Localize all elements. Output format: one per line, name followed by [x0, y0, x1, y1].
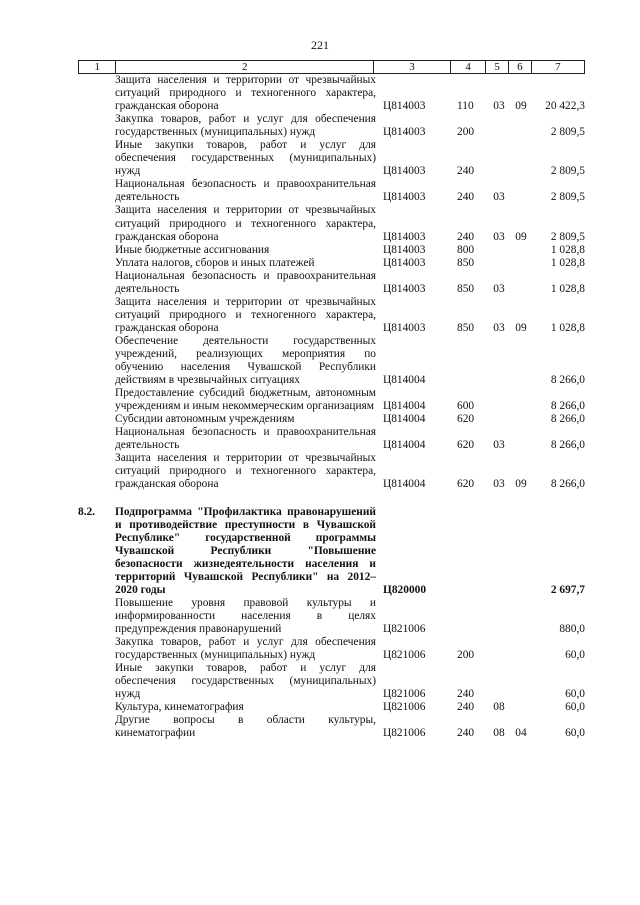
header-col-6: 6	[509, 61, 532, 74]
header-col-3: 3	[374, 61, 451, 74]
row-amount: 8 266,0	[550, 439, 585, 452]
row-amount: 2 697,7	[550, 583, 585, 596]
row-amount: 1 028,8	[550, 256, 585, 269]
table-row	[78, 296, 585, 335]
row-expense-type: 240	[457, 727, 475, 740]
header-col-7: 7	[531, 61, 584, 74]
row-amount: 8 266,0	[550, 478, 585, 491]
row-amount: 8 266,0	[550, 413, 585, 426]
row-subsection: 04	[515, 727, 527, 740]
row-name: Обеспечение деятельности государственных учреждений, реализующих мероприятия по обучению населения Чувашской Республики действиям в чрезвычайных ситуациях	[115, 334, 376, 387]
row-amount: 1 028,8	[550, 321, 585, 334]
row-target-code: Ц821006	[383, 727, 426, 740]
row-section: 03	[493, 100, 505, 113]
row-amount: 60,0	[565, 701, 585, 714]
row-name: Культура, кинематография	[115, 701, 244, 714]
row-amount: 60,0	[565, 688, 585, 701]
row-number: 8.2.	[78, 505, 96, 518]
table-row	[78, 426, 585, 452]
row-section: 03	[493, 321, 505, 334]
row-expense-type: 240	[457, 165, 475, 178]
table-row	[78, 335, 585, 387]
table-row	[78, 597, 585, 636]
row-section: 08	[493, 701, 505, 714]
table-row	[78, 257, 585, 270]
row-name: Субсидии автономным учреждениям	[115, 413, 295, 426]
row-target-code: Ц820000	[383, 583, 427, 596]
row-name: Закупка товаров, работ и услуг для обеспечения государственных (муниципальных) нужд	[115, 635, 376, 662]
row-amount: 20 422,3	[545, 100, 585, 113]
row-target-code: Ц814003	[383, 100, 426, 113]
row-name: Иные закупки товаров, работ и услуг для обеспечения государственных (муниципальных) нужд	[115, 662, 376, 701]
row-expense-type: 240	[457, 191, 475, 204]
row-section: 03	[493, 230, 505, 243]
row-target-code: Ц814003	[383, 321, 426, 334]
row-amount: 8 266,0	[550, 374, 585, 387]
row-target-code: Ц814004	[383, 374, 426, 387]
table-row	[78, 244, 585, 257]
header-col-5: 5	[486, 61, 509, 74]
row-amount: 1 028,8	[550, 282, 585, 295]
row-section: 08	[493, 727, 505, 740]
row-amount: 60,0	[565, 727, 585, 740]
row-expense-type: 620	[457, 439, 475, 452]
row-expense-type: 200	[457, 649, 475, 662]
row-expense-type: 620	[457, 413, 475, 426]
row-expense-type: 110	[457, 100, 474, 113]
row-expense-type: 850	[457, 321, 475, 334]
row-name: Уплата налогов, сборов и иных платежей	[115, 256, 315, 269]
table-row	[78, 113, 585, 139]
row-amount: 2 809,5	[550, 126, 585, 139]
row-expense-type: 600	[457, 400, 475, 413]
table-row	[78, 178, 585, 204]
row-target-code: Ц814003	[383, 243, 426, 256]
row-amount: 2 809,5	[550, 191, 585, 204]
row-name: Национальная безопасность и правоохранительная деятельность	[115, 269, 376, 295]
row-amount: 8 266,0	[550, 400, 585, 413]
row-expense-type: 240	[457, 688, 475, 701]
row-section: 03	[493, 439, 505, 452]
row-subsection: 09	[515, 230, 527, 243]
row-name: Защита населения и территории от чрезвычайных ситуаций природного и техногенного характера, гражданская оборона	[115, 452, 376, 491]
row-target-code: Ц814004	[383, 413, 426, 426]
row-amount: 1 028,8	[550, 243, 585, 256]
row-target-code: Ц814003	[383, 165, 426, 178]
table-row	[78, 636, 585, 662]
row-expense-type: 850	[457, 282, 475, 295]
row-amount: 2 809,5	[550, 165, 585, 178]
row-target-code: Ц821006	[383, 649, 426, 662]
table-row	[78, 701, 585, 714]
row-target-code: Ц814003	[383, 256, 426, 269]
row-name: Защита населения и территории от чрезвычайных ситуаций природного и техногенного характера, гражданская оборона	[115, 204, 376, 243]
row-name: Защита населения и территории от чрезвычайных ситуаций природного и техногенного характера, гражданская оборона	[115, 74, 376, 113]
row-name: Иные бюджетные ассигнования	[115, 243, 270, 256]
row-spacer	[78, 492, 585, 506]
row-amount: 60,0	[565, 649, 585, 662]
row-expense-type: 800	[457, 243, 475, 256]
table-header	[78, 60, 585, 74]
budget-table-body	[78, 74, 585, 740]
row-target-code: Ц821006	[383, 622, 426, 635]
row-name: Подпрограмма "Профилактика правонарушений и противодействие преступности в Чувашской Республике" государственной программы Чувашской Республики "Повышение безопасности жизнедеятельности населения и территорий Чувашской Республики" на 2012–2020 годы	[115, 505, 376, 596]
table-row	[78, 413, 585, 426]
row-subsection: 09	[515, 100, 527, 113]
row-amount: 2 809,5	[550, 230, 585, 243]
row-target-code: Ц821006	[383, 688, 426, 701]
header-col-2: 2	[116, 61, 374, 74]
table-row	[78, 662, 585, 701]
row-section: 03	[493, 191, 505, 204]
row-expense-type: 850	[457, 256, 475, 269]
row-name: Повышение уровня правовой культуры и информированности населения в целях предупреждения правонарушений	[115, 596, 376, 635]
row-name: Национальная безопасность и правоохранительная деятельность	[115, 178, 376, 204]
table-row	[78, 204, 585, 243]
row-target-code: Ц821006	[383, 701, 426, 714]
row-expense-type: 240	[457, 230, 475, 243]
row-target-code: Ц814004	[383, 400, 426, 413]
table-row	[78, 270, 585, 296]
table-row	[78, 506, 585, 597]
row-expense-type: 240	[457, 701, 475, 714]
row-name: Иные закупки товаров, работ и услуг для обеспечения государственных (муниципальных) нужд	[115, 139, 376, 178]
row-expense-type: 200	[457, 126, 475, 139]
row-section: 03	[493, 282, 505, 295]
row-name: Другие вопросы в области культуры, кинематографии	[115, 714, 376, 740]
row-target-code: Ц814003	[383, 126, 426, 139]
table-row	[78, 74, 585, 113]
page-number: 221	[311, 38, 329, 52]
row-name: Национальная безопасность и правоохранительная деятельность	[115, 426, 376, 452]
header-col-1: 1	[79, 61, 116, 74]
row-name: Предоставление субсидий бюджетным, автономным учреждениям и иным некоммерческим организациям	[115, 387, 376, 413]
table-row	[78, 714, 585, 740]
row-name: Закупка товаров, работ и услуг для обеспечения государственных (муниципальных) нужд	[115, 113, 376, 139]
table-row	[78, 139, 585, 178]
row-subsection: 09	[515, 478, 527, 491]
row-target-code: Ц814003	[383, 191, 426, 204]
row-expense-type: 620	[457, 478, 475, 491]
row-name: Защита населения и территории от чрезвычайных ситуаций природного и техногенного характера, гражданская оборона	[115, 295, 376, 334]
row-target-code: Ц814003	[383, 230, 426, 243]
table-row	[78, 452, 585, 491]
table-row	[78, 387, 585, 413]
row-target-code: Ц814004	[383, 478, 426, 491]
row-section: 03	[493, 478, 505, 491]
header-col-4: 4	[450, 61, 485, 74]
row-subsection: 09	[515, 321, 527, 334]
row-target-code: Ц814003	[383, 282, 426, 295]
row-amount: 880,0	[559, 622, 585, 635]
row-target-code: Ц814004	[383, 439, 426, 452]
